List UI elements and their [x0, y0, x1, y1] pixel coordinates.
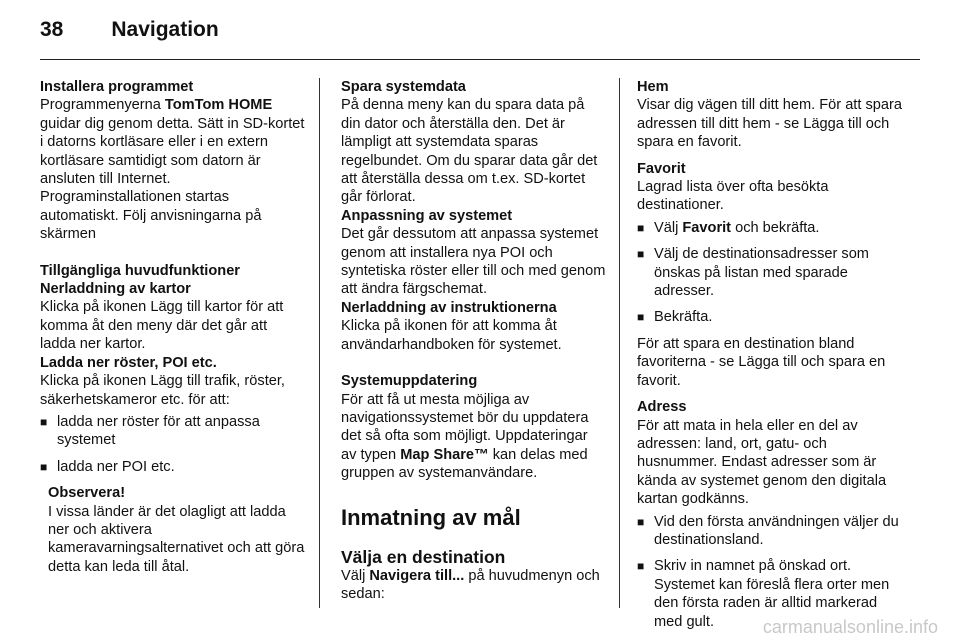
column-2: [341, 78, 607, 603]
paragraph-choose-destination: Välj Navigera till... på huvudmenyn och sedan:: [341, 567, 600, 602]
list-item: ■ ladda ner röster för att anpassa systemet: [40, 413, 306, 450]
section-title: Navigation: [111, 18, 219, 41]
bullet-list-downloads: [40, 413, 306, 476]
watermark: carmanualsonline.info: [762, 617, 938, 637]
column-1: [40, 78, 306, 576]
bullet-list-favorite: [637, 219, 905, 327]
paragraph-customize: Det går dessutom att anpassa systemet genom att installera nya POI och syntetiska röster eller till och med genom att ändra färgschemat.: [341, 226, 606, 298]
paragraph-download-voices: Klicka på ikonen Lägg till trafik, röster, säkerhetskameror etc. för att:: [40, 373, 285, 408]
heading-main-functions: Tillgängliga huvudfunktioner: [40, 262, 240, 279]
column-3: [637, 78, 905, 639]
paragraph-save-data: På denna meny kan du spara data på din dator och återställa den. Det är lämpligt att systemdata sparas regelbundet. Om du sparar data går det att återställa dessa om t.ex. SD-kortet går förlorat.: [341, 97, 598, 206]
heading-download-instructions: Nerladdning av instruktionerna: [341, 299, 557, 316]
note-box: [40, 484, 306, 576]
paragraph-save-favorite: För att spara en destination bland favoriterna - se Lägga till och spara en favorit.: [637, 335, 886, 389]
paragraph-download-maps: Klicka på ikonen Lägg till kartor för att komma åt den meny där det går att ladda ner kartor.: [40, 299, 284, 353]
heading-customize: Anpassning av systemet: [341, 207, 513, 224]
heading-address: Adress: [637, 399, 687, 416]
column-divider-1: [319, 78, 320, 608]
heading-download-voices: Ladda ner röster, POI etc.: [40, 354, 217, 371]
list-item: ■ Välj de destinationsadresser som önskas på listan med sparade adresser.: [637, 245, 905, 300]
paragraph-favorite: Lagrad lista över ofta besökta destinationer.: [637, 179, 829, 214]
heading-favorite: Favorit: [637, 160, 686, 177]
note-title: Observera!: [48, 485, 126, 502]
heading-home: Hem: [637, 79, 669, 95]
page-header: [40, 18, 219, 50]
list-item: ■ ladda ner POI etc.: [40, 458, 306, 476]
list-item: ■ Skriv in namnet på önskad ort. Systemet kan föreslå flera orter men den första raden är alltid markerad med gult.: [637, 557, 905, 631]
note-text: I vissa länder är det olagligt att ladda ner och aktivera kameravarningsalternativet och att göra detta kan leda till åtal.: [48, 503, 305, 575]
paragraph-system-update: För att få ut mesta möjliga av navigationssystemet bör du uppdatera det så ofta som möjligt. Uppdateringar av typen Map Share™ kan delas med gruppen av systemanvändare.: [341, 391, 589, 482]
list-item: ■ Bekräfta.: [637, 308, 905, 326]
bullet-list-address: [637, 513, 905, 631]
heading-save-data: Spara systemdata: [341, 79, 466, 95]
page-number: 38: [40, 18, 64, 41]
column-divider-2: [619, 78, 620, 608]
header-divider: [40, 59, 920, 60]
heading-install: Installera programmet: [40, 79, 194, 95]
list-item: ■ Vid den första användningen väljer du destinationsland.: [637, 513, 905, 550]
list-item: ■ Välj Favorit och bekräfta.: [637, 219, 905, 237]
subheading-choose-destination: Välja en destination: [341, 546, 506, 567]
heading-download-maps: Nerladdning av kartor: [40, 281, 191, 298]
heading-system-update: Systemuppdatering: [341, 373, 478, 390]
paragraph-install: Programmenyerna TomTom HOME guidar dig genom detta. Sätt in SD-kortet i datorns kortläsare eller i en extern kortläsare samtidigt som datorn är ansluten till Internet. Programinstallationen startas automatiskt. Följ anvisningarna på skärmen: [40, 97, 305, 243]
paragraph-download-instructions: Klicka på ikonen för att komma åt användarhandboken för systemet.: [341, 318, 562, 353]
paragraph-address: För att mata in hela eller en del av adressen: land, ort, gatu- och husnummer. Endast adresser som är kända av systemet genom den digitala kartan godkänns.: [637, 417, 887, 508]
paragraph-home: Visar dig vägen till ditt hem. För att spara adressen till ditt hem - se Lägga till och spara en favorit.: [637, 97, 902, 151]
heading-destination-input: Inmatning av mål: [341, 504, 521, 530]
